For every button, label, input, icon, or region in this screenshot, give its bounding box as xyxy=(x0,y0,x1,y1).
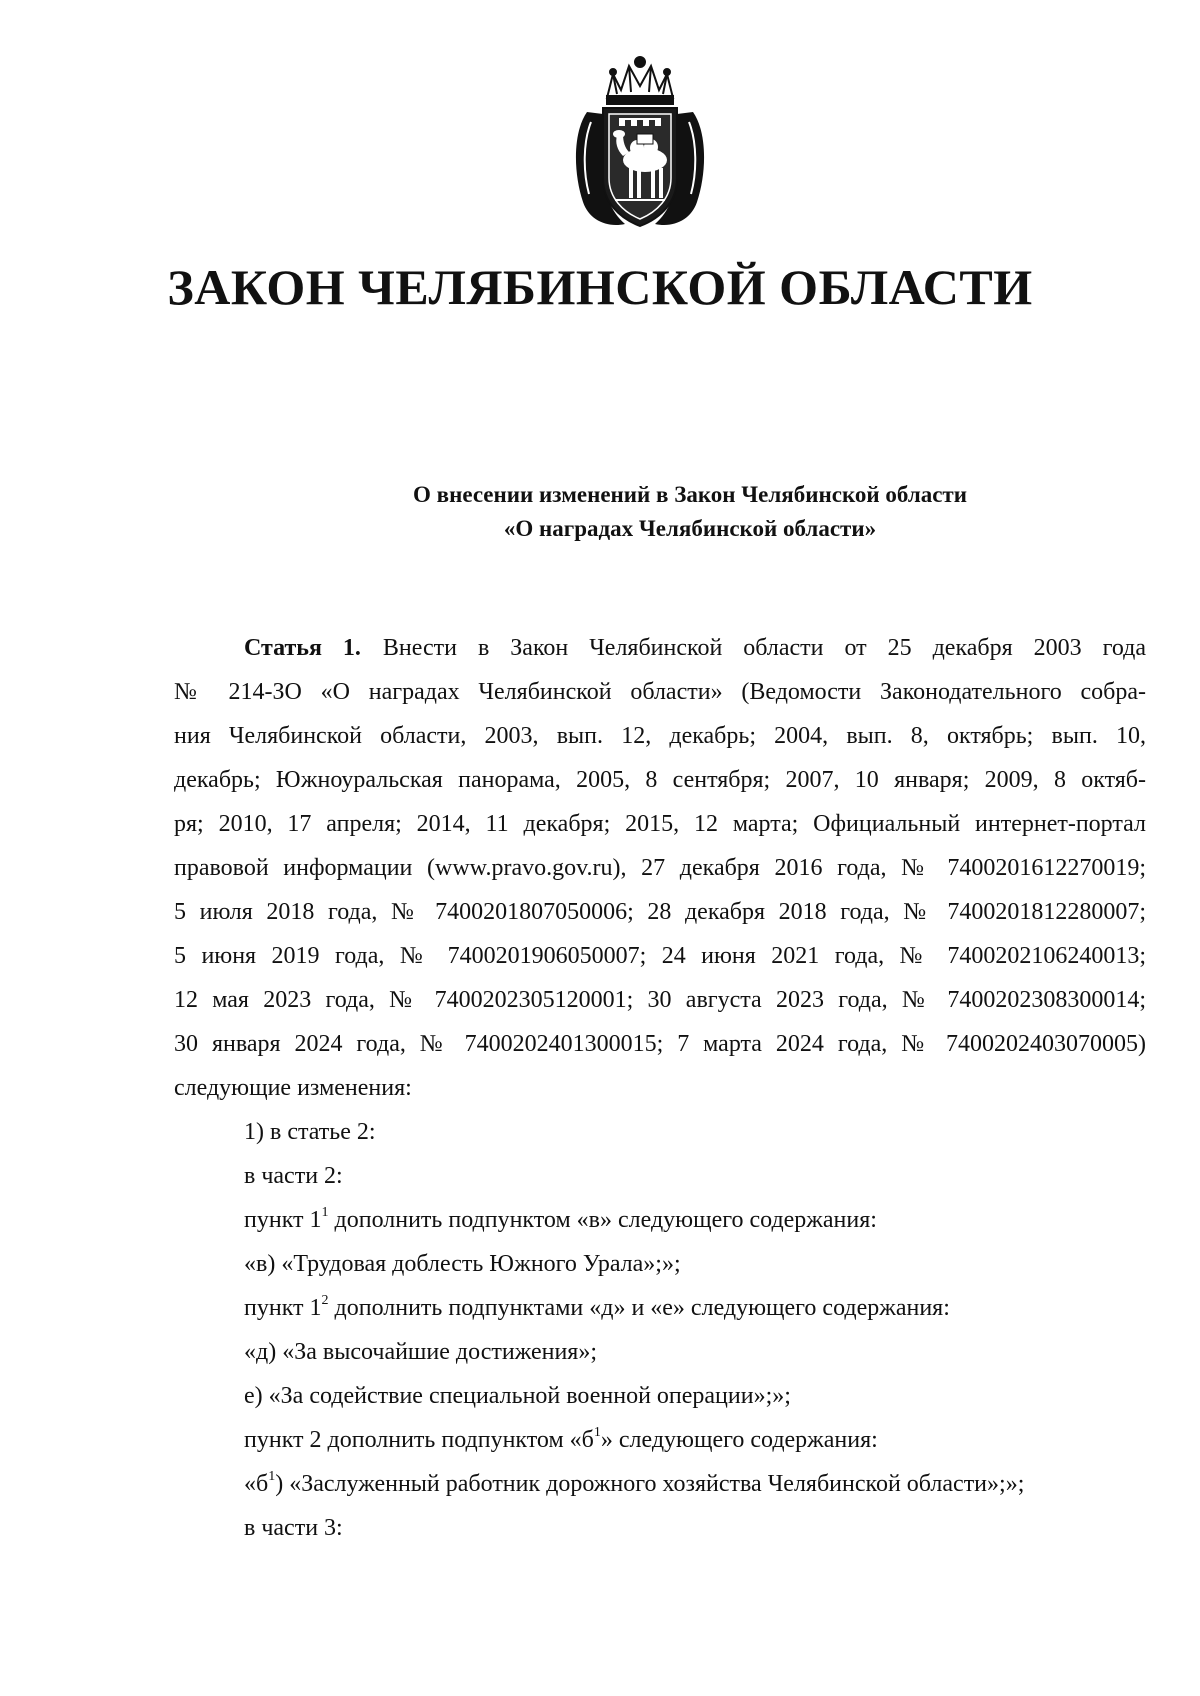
list-item xyxy=(174,1286,1146,1330)
list-item: в части 3: xyxy=(244,1515,343,1541)
list-item: в части 2: xyxy=(244,1163,343,1189)
article-line: правовой информации (www.pravo.gov.ru), 27 декабря 2016 года, № 7400201612270019; xyxy=(174,855,1146,881)
list-item-text: дополнить подпунктом «в» следующего содержания: xyxy=(328,1207,877,1233)
superscript: 1 xyxy=(321,1205,329,1220)
article-line: 5 июня 2019 года, № 7400201906050007; 24 июня 2021 года, № 7400202106240013; xyxy=(174,943,1146,969)
law-subject-line-1: О внесении изменений в Закон Челябинской области xyxy=(413,482,967,507)
article-line-text: Внести в Закон Челябинской области от 25 декабря 2003 года xyxy=(382,635,1146,661)
article-line: 12 мая 2023 года, № 7400202305120001; 30 августа 2023 года, № 7400202308300014; xyxy=(174,987,1146,1013)
law-subject xyxy=(290,478,1090,546)
article-line: декабрь; Южноуральская панорама, 2005, 8 сентября; 2007, 10 января; 2009, 8 октяб- xyxy=(174,767,1146,793)
superscript: 2 xyxy=(321,1293,329,1308)
list-item-text: ) «Заслуженный работник дорожного хозяйства Челябинской области»;»; xyxy=(275,1471,1025,1497)
article-heading: Статья 1. xyxy=(244,635,361,661)
list-item xyxy=(174,1462,1146,1506)
list-item: «в) «Трудовая доблесть Южного Урала»;»; xyxy=(244,1251,681,1277)
article-line: № 214-ЗО «О наградах Челябинской области» (Ведомости Законодательного собра- xyxy=(174,679,1146,705)
list-item-text: пункт 1 xyxy=(244,1207,322,1233)
article-line: ния Челябинской области, 2003, вып. 12, декабрь; 2004, вып. 8, октябрь; вып. 10, xyxy=(174,723,1146,749)
article-line: 5 июля 2018 года, № 7400201807050006; 28 декабря 2018 года, № 7400201812280007; xyxy=(174,899,1146,925)
superscript: 1 xyxy=(268,1469,276,1484)
list-item-text: дополнить подпунктами «д» и «е» следующего содержания: xyxy=(328,1295,950,1321)
superscript: 1 xyxy=(593,1425,601,1440)
list-item: 1) в статье 2: xyxy=(244,1119,376,1145)
list-item-text: » следующего содержания: xyxy=(600,1427,878,1453)
list-item: «д) «За высочайшие достижения»; xyxy=(244,1339,598,1365)
article-line: 30 января 2024 года, № 7400202401300015; 7 марта 2024 года, № 7400202403070005) xyxy=(174,1031,1146,1057)
article-line: следующие изменения: xyxy=(174,1075,412,1101)
article-1 xyxy=(174,626,1146,1550)
list-item xyxy=(174,1198,1146,1242)
list-item: е) «За содействие специальной военной операции»;»; xyxy=(244,1383,791,1409)
law-title: ЗАКОН ЧЕЛЯБИНСКОЙ ОБЛАСТИ xyxy=(167,259,1033,315)
article-line: ря; 2010, 17 апреля; 2014, 11 декабря; 2015, 12 марта; Официальный интернет-портал xyxy=(174,811,1146,837)
list-item xyxy=(174,1418,1146,1462)
coat-of-arms-icon xyxy=(567,52,713,232)
list-item-text: «б xyxy=(244,1471,269,1497)
list-item-text: пункт 1 xyxy=(244,1295,322,1321)
list-item-text: пункт 2 дополнить подпунктом «б xyxy=(244,1427,594,1453)
law-subject-line-2: «О наградах Челябинской области» xyxy=(503,516,877,541)
article-line xyxy=(174,626,1146,670)
